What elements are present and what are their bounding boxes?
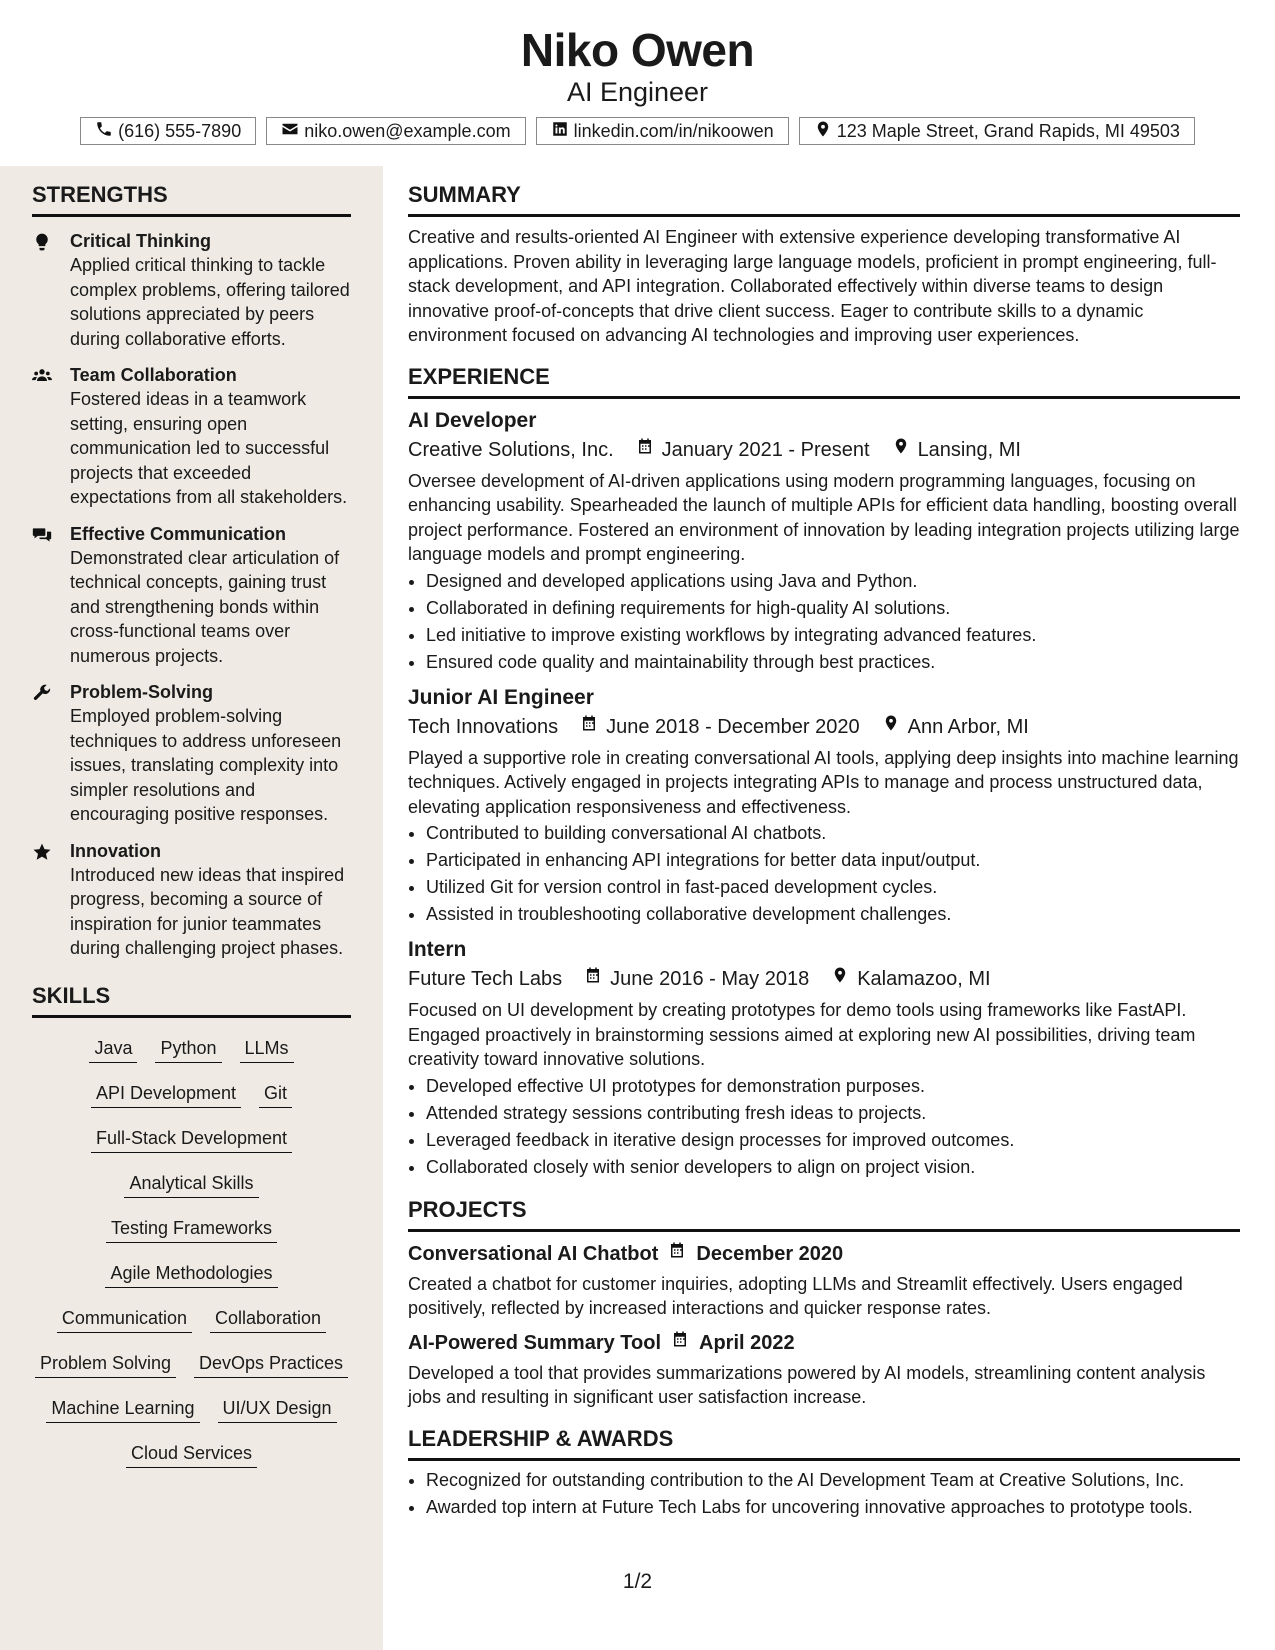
calendar-icon <box>668 1240 686 1268</box>
map-pin-icon <box>882 712 900 742</box>
job-title: AI Engineer <box>566 77 709 107</box>
strength-title: Effective Communication <box>70 523 287 544</box>
job-bullets <box>408 820 1240 928</box>
project-title: Conversational AI Chatbot <box>408 1242 659 1265</box>
users-icon <box>32 363 70 510</box>
calendar-icon <box>636 435 654 465</box>
job-description: Oversee development of AI-driven applications using modern programming languages, focusing on enhancing usability. Spearheaded the launch of multiple APIs for efficient data handling, boosting overall project performance. Fostered an environment of innovation by leading integration projects utilizing large language models and prompt engineering. <box>408 470 1240 564</box>
skill-tag: Communication <box>57 1308 192 1333</box>
list-item: • Recognized for outstanding contribution to the AI Development Team at Creative Solutions, Inc. <box>426 1467 1240 1494</box>
projects-section <box>408 1197 1240 1410</box>
list-item: • Leveraged feedback in iterative design processes for improved outcomes. <box>426 1127 1240 1154</box>
contact-phone[interactable] <box>80 117 256 145</box>
leadership-list <box>408 1467 1240 1521</box>
job-company: Creative Solutions, Inc. <box>408 438 614 461</box>
project-entry <box>408 1329 1240 1410</box>
wrench-icon <box>32 680 70 827</box>
contact-address <box>799 117 1195 145</box>
strength-title: Problem-Solving <box>70 682 214 702</box>
list-item: • Designed and developed applications using Java and Python. <box>426 568 1240 595</box>
strength-item <box>32 839 351 961</box>
project-entry <box>408 1240 1240 1321</box>
calendar-icon <box>584 964 602 994</box>
address-text: 123 Maple Street, Grand Rapids, MI 49503 <box>836 120 1180 141</box>
list-item: • Attended strategy sessions contributing fresh ideas to projects. <box>426 1100 1240 1127</box>
job-company: Future Tech Labs <box>408 968 563 990</box>
contact-email[interactable] <box>266 117 525 145</box>
skill-tag: Analytical Skills <box>124 1173 258 1198</box>
experience-section <box>408 364 1240 1181</box>
leadership-section <box>408 1426 1240 1521</box>
skill-tag: Machine Learning <box>46 1398 199 1423</box>
summary-text: Creative and results-oriented AI Engineer with extensive experience developing transformative AI applications. Proven ability in leveraging large language models, proficient in prompt engineering, full-stack development, and API integration. Collaborated effectively within diverse teams to design innovative proof-of-concepts that drive client success. Eager to contribute skills to a dynamic environment focused on advancing AI technologies and improving user experiences. <box>408 227 1217 345</box>
list-item: • Collaborated closely with senior developers to align on project vision. <box>426 1154 1240 1181</box>
list-item: • Developed effective UI prototypes for demonstration purposes. <box>426 1073 1240 1100</box>
comments-icon <box>32 522 70 669</box>
linkedin-icon <box>551 120 569 143</box>
strength-item <box>32 363 351 510</box>
list-item: • Participated in enhancing API integrations for better data input/output. <box>426 847 1240 874</box>
project-date: April 2022 <box>699 1331 795 1354</box>
map-pin-icon <box>831 964 849 994</box>
resume-header <box>0 0 1275 145</box>
list-item: • Awarded top intern at Future Tech Labs for uncovering innovative approaches to prototype tools. <box>426 1494 1240 1521</box>
summary-heading: SUMMARY <box>408 182 1240 217</box>
page-number: 1/2 <box>622 1570 653 1593</box>
contact-bar <box>0 117 1275 145</box>
email-text: niko.owen@example.com <box>304 120 511 141</box>
job-description: Focused on UI development by creating prototypes for demo tools using frameworks like FastAPI. Engaged proactively in brainstorming sessions aimed at exploring new AI possibilities, driving team creativity toward innovative solutions. <box>408 1000 1196 1069</box>
envelope-icon <box>281 120 299 143</box>
project-title: AI-Powered Summary Tool <box>408 1331 662 1354</box>
list-item: • Contributed to building conversational AI chatbots. <box>426 820 1240 847</box>
list-item: • Collaborated in defining requirements for high-quality AI solutions. <box>426 595 1240 622</box>
skill-tag: Testing Frameworks <box>106 1218 277 1243</box>
skills-heading: SKILLS <box>32 983 351 1018</box>
main-content <box>408 166 1240 1521</box>
list-item: • Assisted in troubleshooting collaborative development challenges. <box>426 901 1240 928</box>
skill-tag: Java <box>89 1038 137 1063</box>
strength-text: Introduced new ideas that inspired progress, becoming a source of inspiration for junior teammates during challenging project phases. <box>70 864 345 958</box>
skill-tag: UI/UX Design <box>218 1398 337 1423</box>
job-role: Intern <box>408 938 467 961</box>
strength-text: Fostered ideas in a teamwork setting, ensuring open communication led to successful projects that exceeded expectations from all stakeholders. <box>70 389 348 507</box>
skill-tag: Problem Solving <box>35 1353 176 1378</box>
skill-tag: Git <box>259 1083 292 1108</box>
summary-section <box>408 182 1240 348</box>
strengths-heading: STRENGTHS <box>32 182 351 217</box>
job-entry <box>408 936 1240 1181</box>
skill-tag: Full-Stack Development <box>91 1128 292 1153</box>
skill-tag: Agile Methodologies <box>105 1263 277 1288</box>
strength-text: Applied critical thinking to tackle complex problems, offering tailored solutions appreciated by peers during collaborative efforts. <box>70 255 350 349</box>
list-item: • Utilized Git for version control in fast-paced development cycles. <box>426 874 1240 901</box>
job-role: Junior AI Engineer <box>408 685 594 709</box>
job-entry <box>408 407 1240 676</box>
job-location: Ann Arbor, MI <box>907 715 1029 738</box>
star-icon <box>32 839 70 961</box>
job-description: Played a supportive role in creating conversational AI tools, applying deep insights into machine learning techniques. Actively engaged in projects integrating APIs to manage and process unstructured data, elevating application responsiveness and effectiveness. <box>408 747 1239 817</box>
skill-tag: API Development <box>91 1083 241 1108</box>
skill-tag: DevOps Practices <box>194 1353 348 1378</box>
map-pin-icon <box>892 435 910 465</box>
linkedin-text: linkedin.com/in/nikoowen <box>573 120 774 141</box>
candidate-name: Niko Owen <box>520 24 755 76</box>
skill-tag: Python <box>155 1038 221 1063</box>
phone-icon <box>95 120 113 143</box>
job-bullets <box>408 568 1240 676</box>
job-company: Tech Innovations <box>408 715 559 738</box>
strength-item <box>32 229 351 351</box>
phone-text: (616) 555-7890 <box>118 120 242 141</box>
skills-section <box>32 983 351 1478</box>
strength-title: Critical Thinking <box>70 231 212 251</box>
skill-tag: Collaboration <box>210 1308 326 1333</box>
strength-title: Innovation <box>70 840 161 861</box>
contact-linkedin[interactable] <box>536 117 789 145</box>
sidebar <box>0 166 383 1650</box>
lightbulb-icon <box>32 229 70 351</box>
experience-heading: EXPERIENCE <box>408 364 1240 399</box>
skill-tag: LLMs <box>240 1038 294 1063</box>
calendar-icon <box>671 1329 689 1357</box>
project-date: December 2020 <box>696 1242 844 1265</box>
map-pin-icon <box>814 120 832 143</box>
strength-title: Team Collaboration <box>70 365 237 385</box>
job-entry <box>408 684 1240 929</box>
list-item: • Ensured code quality and maintainability through best practices. <box>426 649 1240 676</box>
project-description: Created a chatbot for customer inquiries, adopting LLMs and Streamlit effectively. Users engaged positively, reflected by increased interactions and quicker response rates. <box>408 1273 1183 1318</box>
strength-item <box>32 522 351 669</box>
job-dates: June 2016 - May 2018 <box>610 968 810 990</box>
list-item: • Led initiative to improve existing workflows by integrating advanced features. <box>426 622 1240 649</box>
job-location: Kalamazoo, MI <box>857 968 991 990</box>
calendar-icon <box>580 712 598 742</box>
projects-heading: PROJECTS <box>408 1197 1240 1232</box>
project-description: Developed a tool that provides summarizations powered by AI models, streamlining content analysis jobs and resulting in significant user satisfaction increase. <box>408 1362 1206 1407</box>
leadership-heading: LEADERSHIP & AWARDS <box>408 1426 1240 1461</box>
job-role: AI Developer <box>408 408 537 432</box>
job-bullets <box>408 1073 1240 1181</box>
skill-tag: Cloud Services <box>126 1443 257 1468</box>
job-location: Lansing, MI <box>917 438 1021 461</box>
strength-text: Demonstrated clear articulation of technical concepts, gaining trust and strengthening bonds within cross-functional teams over numerous projects. <box>70 547 340 666</box>
strength-item <box>32 680 351 827</box>
strength-text: Employed problem-solving techniques to address unforeseen issues, translating complexity into simpler resolutions and encouraging positive responses. <box>70 706 342 824</box>
job-dates: June 2018 - December 2020 <box>606 715 860 738</box>
job-dates: January 2021 - Present <box>661 438 870 461</box>
